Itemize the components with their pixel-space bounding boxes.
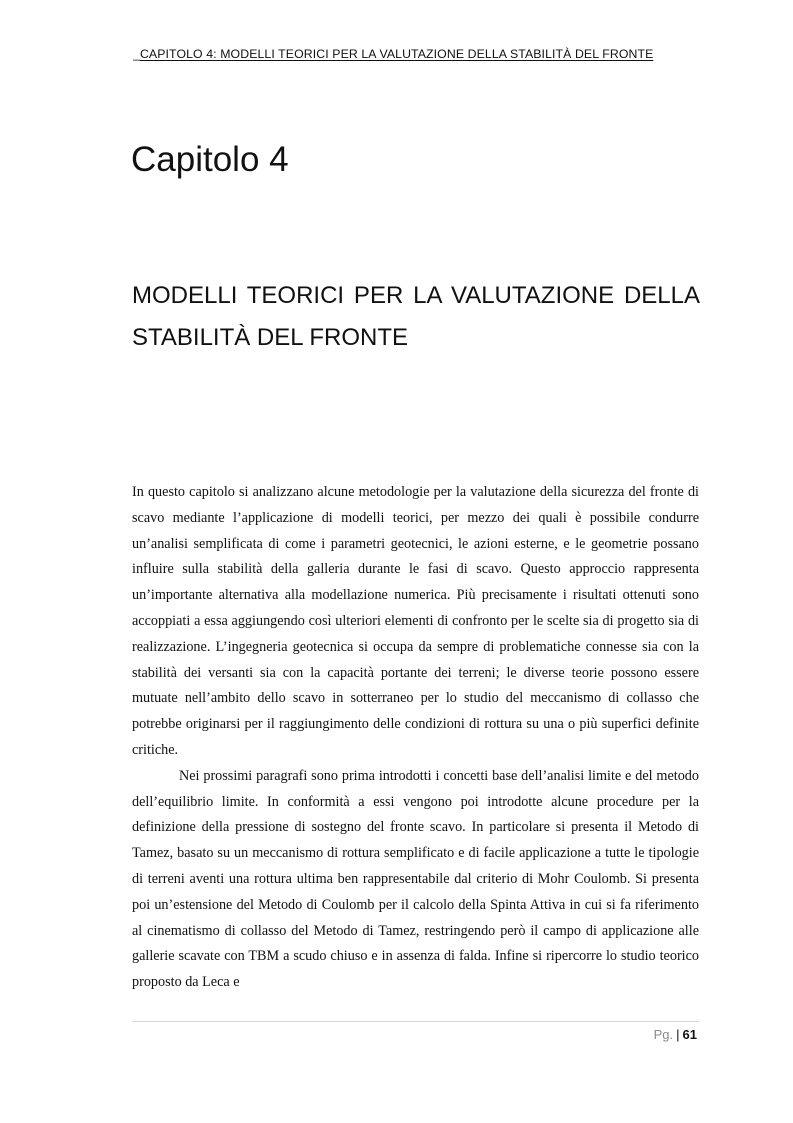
running-header-prefix: _ [133,47,140,61]
paragraph: In questo capitolo si analizzano alcune metodologie per la valutazione della sicurezza del fronte di scavo mediante l’applicazione di modelli teorici, per mezzo dei quali è possibile condurre un’analisi semplificata di come i parametri geotecnici, le azioni esterne, e le geometrie possano influire sulla stabilità della galleria durante le fasi di scavo. Questo approccio rappresenta un’importante alternativa alla modellazione numerica. Più precisamente i risultati ottenuti sono accoppiati a essa aggiungendo così ulteriori elementi di confronto per le scelte sia di progetto sia di realizzazione. L’ingegneria geotecnica si occupa da sempre di problematiche connesse sia con la stabilità dei versanti sia con la capacità portante dei terreni; le diverse teorie possono essere mutuate nell’ambito dello scavo in sotterraneo per lo studio del meccanismo di collasso che potrebbe originarsi per il raggiungimento delle condizioni di rottura su una o più superfici definite critiche. [132,484,699,758]
page-number [654,1027,697,1042]
footer-divider [132,1021,699,1022]
body-text [132,480,699,996]
chapter-title: MODELLI TEORICI PER LA VALUTAZIONE DELLA STABILITÀ DEL FRONTE [132,282,700,351]
page-label: Pg. [653,1027,674,1042]
running-header-text: CAPITOLO 4: MODELLI TEORICI PER LA VALUTAZIONE DELLA STABILITÀ DEL FRONTE [139,47,654,61]
running-header [133,47,695,61]
page-separator: | [676,1027,680,1042]
paragraph: Nei prossimi paragrafi sono prima introdotti i concetti base dell’analisi limite e del metodo dell’equilibrio limite. In conformità a essi vengono poi introdotte alcune procedure per la definizione della pressione di sostegno del fronte scavo. In particolare si presenta il Metodo di Tamez, basato su un meccanismo di rottura semplificato e di facile applicazione a tutte le tipologie di terreni aventi una rottura ultima ben rappresentabile dal criterio di Mohr Coulomb. Si presenta poi un’estensione del Metodo di Coulomb per il calcolo della Spinta Attiva in cui si fa riferimento al cinematismo di collasso del Metodo di Tamez, restringendo però il campo di applicazione alle gallerie scavate con TBM a scudo chiuso e in assenza di falda. Infine si ripercorre lo studio teorico proposto da Leca e [132,767,699,991]
page-number-value: 61 [682,1027,697,1042]
chapter-label: Capitolo 4 [131,140,289,179]
